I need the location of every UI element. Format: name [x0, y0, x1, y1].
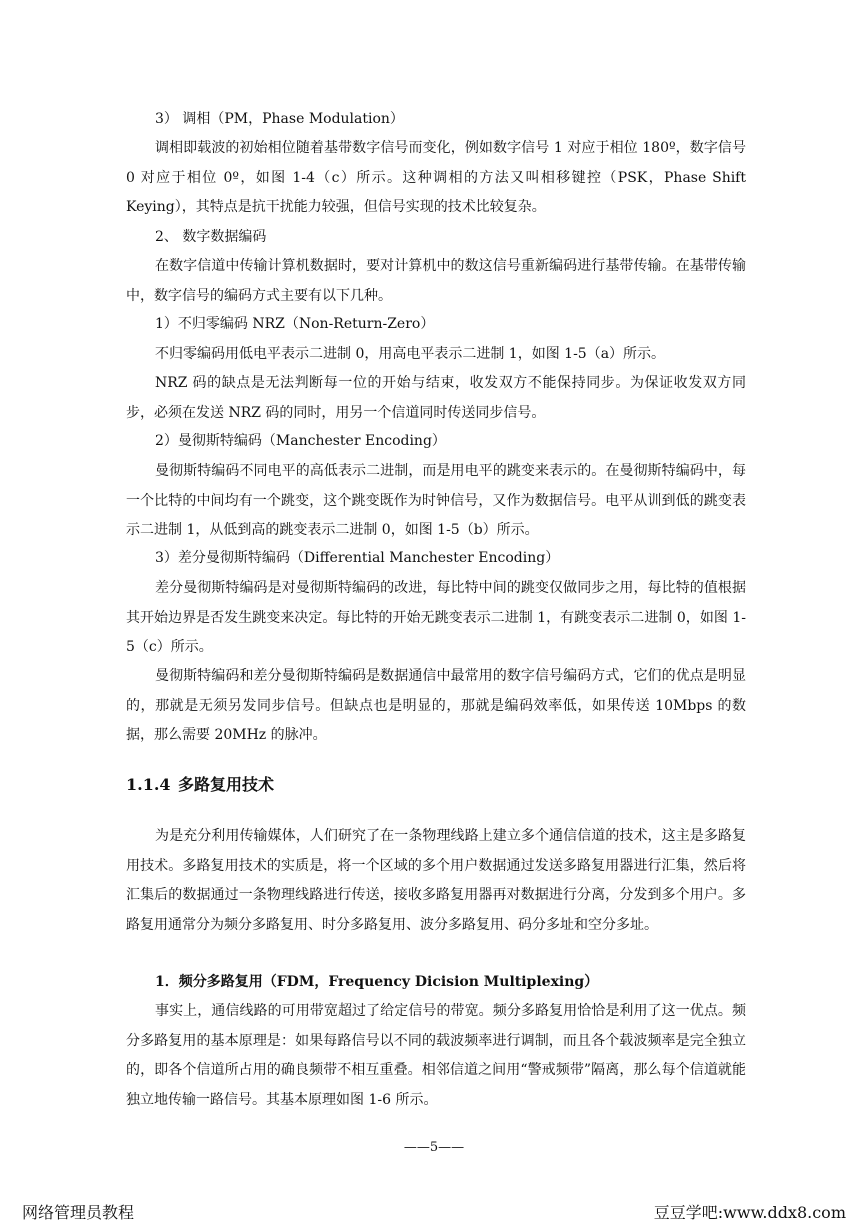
section-heading — [126, 772, 274, 795]
section-number: 1.1.4 — [126, 775, 171, 794]
footer-site-url: 豆豆学吧:www.ddx8.com — [653, 1203, 846, 1222]
page-number: ——5—— — [403, 1140, 465, 1155]
paragraph-multiplexing: 为是充分利用传输媒体，人们研究了在一条物理线路上建立多个通信信道的技术，这主是多路复用技术。多路复用技术的实质是，将一个区域的多个用户数据通过发送多路复用器进行汇集，然后将汇集后的数据通过一条物理线路进行传送，接收多路复用器再对数据进行分离，分发到多个用户。多路复用通常分为频分多路复用、时分多路复用、波分多路复用、码分多址和空分多址。 — [126, 828, 746, 933]
heading-differential-manchester: 3）差分曼彻斯特编码（Differential Manchester Encoding） — [155, 550, 560, 566]
paragraph-phase-modulation: 调相即载波的初始相位随着基带数字信号而变化，例如数字信号 1 对应于相位 180º，数字信号 0 对应于相位 0º，如图 1-4（c）所示。这种调相的方法又叫相移键控（PSK，Phase Shift Keying），其特点是抗干扰能力较强，但信号实现的技术比较复杂。 — [126, 140, 746, 216]
heading-digital-data-encoding: 2、 数字数据编码 — [155, 229, 267, 245]
paragraph-nrz-drawback: NRZ 码的缺点是无法判断每一位的开始与结束，收发双方不能保持同步。为保证收发双方同步，必须在发送 NRZ 码的同时，用另一个信道同时传送同步信号。 — [126, 375, 746, 421]
paragraph-differential-manchester: 差分曼彻斯特编码是对曼彻斯特编码的改进，每比特中间的跳变仅做同步之用，每比特的值根据其开始边界是否发生跳变来决定。每比特的开始无跳变表示二进制 1，有跳变表示二进制 0，如图 1-5（c）所示。 — [126, 580, 746, 656]
heading-phase-modulation: 3） 调相（PM，Phase Modulation） — [155, 111, 404, 127]
paragraph-manchester: 曼彻斯特编码不同电平的高低表示二进制，而是用电平的跳变来表示的。在曼彻斯特编码中，每一个比特的中间均有一个跳变，这个跳变既作为时钟信号，又作为数据信号。电平从训到低的跳变表示二进制 1，从低到高的跳变表示二进制 0，如图 1-5（b）所示。 — [126, 463, 746, 539]
paragraph-encoding-intro: 在数字信道中传输计算机数据时，要对计算机中的数这信号重新编码进行基带传输。在基带传输中，数字信号的编码方式主要有以下几种。 — [126, 258, 746, 304]
paragraph-encoding-comparison: 曼彻斯特编码和差分曼彻斯特编码是数据通信中最常用的数字信号编码方式，它们的优点是明显的，那就是无须另发同步信号。但缺点也是明显的，那就是编码效率低，如果传送 10Mbps 的数据，那么需要 20MHz 的脉冲。 — [126, 668, 746, 744]
heading-manchester: 2）曼彻斯特编码（Manchester Encoding） — [155, 433, 446, 449]
paragraph-fdm: 事实上，通信线路的可用带宽超过了给定信号的带宽。频分多路复用恰恰是利用了这一优点。频分多路复用的基本原理是：如果每路信号以不同的载波频率进行调制，而且各个载波频率是完全独立的，即各个信道所占用的确良频带不相互重叠。相邻信道之间用“警戒频带”隔离，那么每个信道就能独立地传输一路信号。其基本原理如图 1-6 所示。 — [126, 1003, 746, 1108]
paragraph-nrz-definition: 不归零编码用低电平表示二进制 0，用高电平表示二进制 1，如图 1-5（a）所示。 — [155, 346, 666, 362]
footer-book-title: 网络管理员教程 — [22, 1203, 135, 1222]
heading-nrz: 1）不归零编码 NRZ（Non-Return-Zero） — [155, 316, 435, 332]
heading-fdm: 1．频分多路复用（FDM，Frequency Dicision Multiplexing） — [155, 974, 599, 990]
section-title: 多路复用技术 — [178, 775, 275, 794]
